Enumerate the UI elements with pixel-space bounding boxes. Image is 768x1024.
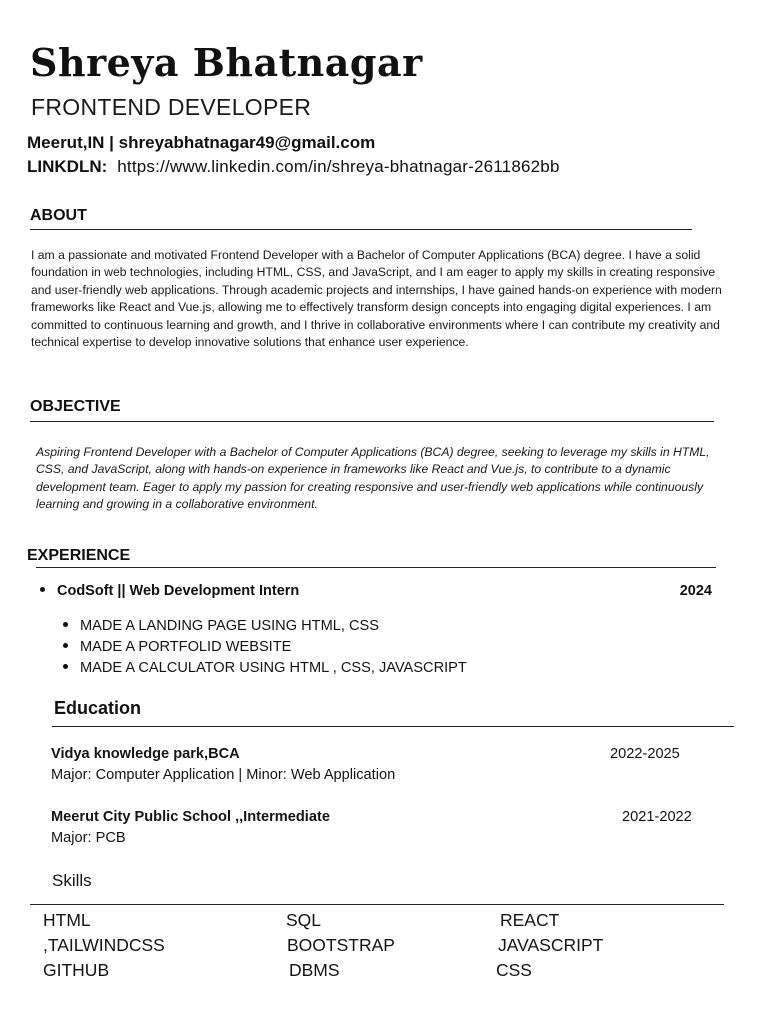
- skill-item: CSS: [496, 960, 532, 980]
- about-heading: ABOUT: [30, 207, 87, 224]
- skill-item: ,TAILWINDCSS: [43, 935, 165, 955]
- education-divider: [52, 726, 734, 727]
- skill-item: HTML: [43, 910, 91, 930]
- skill-item: SQL: [286, 910, 322, 930]
- education-heading: Education: [54, 698, 142, 718]
- linkedin-label: LINKDLN:: [27, 157, 108, 176]
- contact-info: Meerut,IN | shreyabhatnagar49@gmail.com: [27, 133, 376, 152]
- experience-year: 2024: [679, 583, 712, 599]
- education-detail: Major: PCB: [51, 830, 126, 846]
- bullet-icon: [40, 587, 45, 592]
- education-years: 2021-2022: [622, 809, 692, 825]
- experience-divider: [36, 567, 716, 568]
- objective-paragraph: Aspiring Frontend Developer with a Bachelor of Computer Applications (BCA) degree, seeking to leverage my skills in HTML, CSS, and JavaScript, along with hands-on experience in frameworks like React and Vue.js, to contribute to a dynamic development team. Eager to apply my passion for creating responsive and user-friendly web applications while continuously learning and growing in a collaborative environment.: [36, 445, 710, 512]
- objective-heading: OBJECTIVE: [30, 398, 121, 415]
- about-divider: [30, 229, 692, 230]
- education-school: Vidya knowledge park,BCA: [51, 746, 240, 762]
- bullet-icon: [63, 622, 68, 627]
- job-title: FRONTEND DEVELOPER: [31, 94, 312, 120]
- experience-role: CodSoft || Web Development Intern: [57, 583, 300, 599]
- skill-item: REACT: [500, 910, 560, 930]
- skill-item: DBMS: [289, 960, 340, 980]
- experience-tasks: [63, 616, 467, 679]
- education-school: Meerut City Public School ,,Intermediate: [51, 809, 330, 825]
- bullet-icon: [63, 664, 68, 669]
- skills-heading: Skills: [52, 871, 92, 890]
- skill-item: JAVASCRIPT: [498, 935, 604, 955]
- list-item: MADE A LANDING PAGE USING HTML, CSS: [63, 616, 467, 637]
- linkedin-url[interactable]: https://www.linkedin.com/in/shreya-bhatnagar-2611862bb: [117, 157, 560, 176]
- skill-item: BOOTSTRAP: [287, 935, 395, 955]
- skills-divider: [30, 904, 724, 905]
- education-detail: Major: Computer Application | Minor: Web Application: [51, 767, 396, 783]
- objective-divider: [30, 421, 714, 422]
- list-item: MADE A CALCULATOR USING HTML , CSS, JAVASCRIPT: [63, 658, 467, 679]
- list-item: MADE A PORTFOLID WEBSITE: [63, 637, 467, 658]
- education-years: 2022-2025: [610, 746, 680, 762]
- candidate-name: Shreya Bhatnagar: [30, 40, 423, 85]
- skill-item: GITHUB: [43, 960, 110, 980]
- experience-heading: EXPERIENCE: [27, 547, 131, 564]
- experience-entry: [40, 583, 712, 599]
- bullet-icon: [63, 643, 68, 648]
- linkedin-row: [27, 157, 560, 177]
- about-paragraph: I am a passionate and motivated Frontend Developer with a Bachelor of Computer Applications (BCA) degree. I have a solid foundation in web technologies, including HTML, CSS, and JavaScript, and I am eager to apply my skills in creating responsive and user-friendly web applications. Through academic projects and internships, I have gained hands-on experience with modern frameworks like React and Vue.js, allowing me to effectively transform design concepts into engaging digital experiences. I am committed to continuous learning and growth, and I thrive in collaborative environments where I can contribute my creativity and technical expertise to develop innovative solutions that enhance user experience.: [31, 248, 722, 350]
